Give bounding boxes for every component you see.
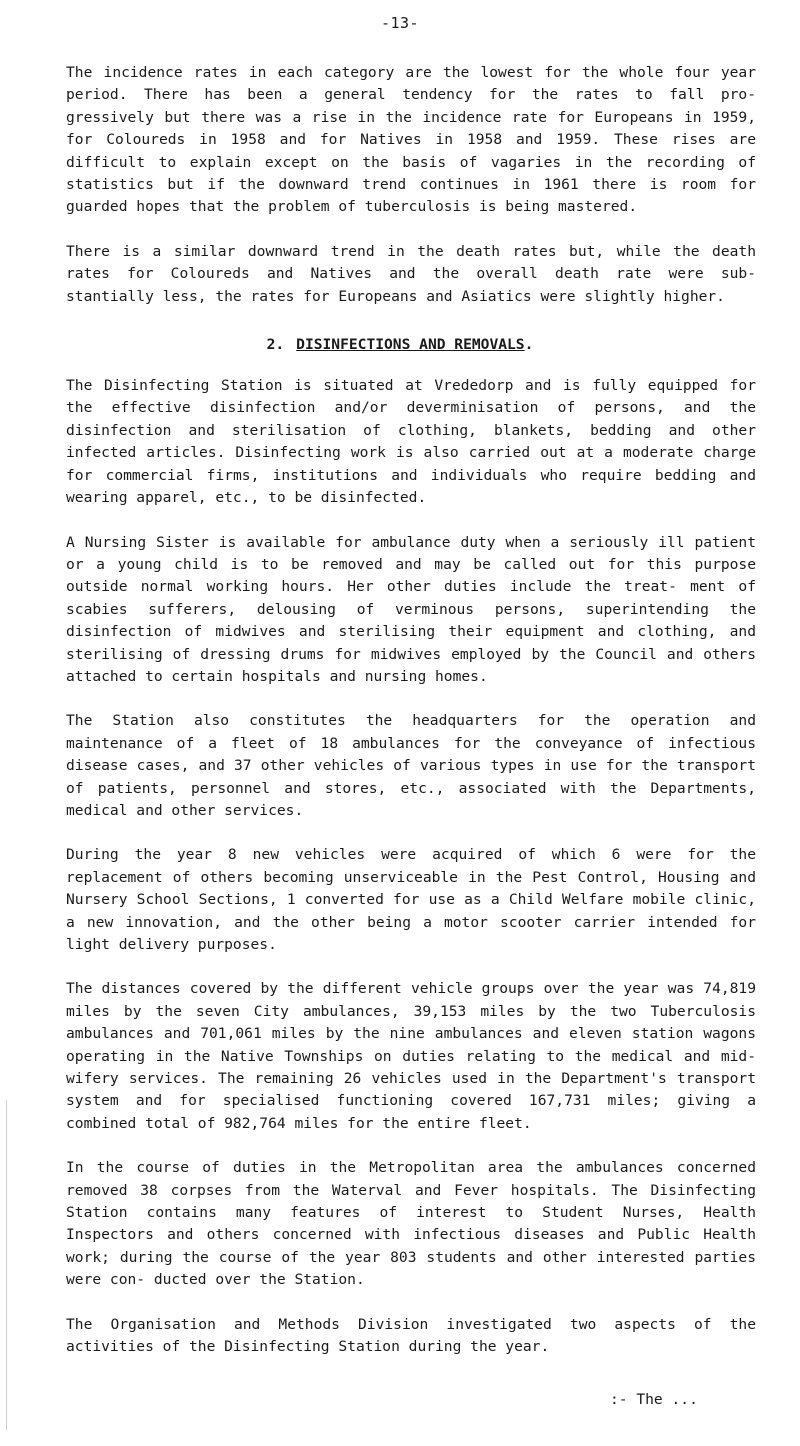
paragraph-organisation: The Organisation and Methods Division investigated two aspects of the activities of the Disinfecting Station during the year. [66, 1315, 756, 1356]
paragraph-disinfecting-station: The Disinfecting Station is situated at Vrededorp and is fully equipped for the effective disinfection and/or deverminisation of persons, and the disinfection and sterilisation of clothing, blankets, bedding and other infected articles. Disinfecting work is also carried out at a moderate charge for commercial firms, institutions and individuals who require bedding and wearing apparel, etc., to be disinfected. [66, 377, 756, 507]
paragraph-nursing-sister: A Nursing Sister is available for ambulance duty when a seriously ill patient or a young child is to be removed and may be called out for this purpose outside normal working hours. Her other duties include the treat- ment of scabies sufferers, delousing of verminous persons, superintending the disinfection of midwives and sterilising their equipment and clothing, and sterilising of dressing drums for midwives employed by the Council and others attached to certain hospitals and nursing homes. [66, 533, 756, 685]
section-title-period: . [524, 336, 534, 354]
paragraph-incidence-rates: The incidence rates in each category are the lowest for the whole four year period. There has been a general tendency for the rates to fall pro- gressively but there was a rise in the incidence rate for Europeans in 1959, for Coloureds in 1958 and for Natives in 1958 and 1959. These rises are difficult to explain except on the basis of vagaries in the recording of statistics but if the downward trend continues in 1961 there is room for guarded hopes that the problem of tuberculosis is being mastered. [66, 64, 756, 216]
scan-edge-line [6, 1100, 7, 1430]
section-heading [0, 336, 800, 353]
paragraph-new-vehicles: During the year 8 new vehicles were acquired of which 6 were for the replacement of others becoming unserviceable in the Pest Control, Housing and Nursery School Sections, 1 converted for use as a Child Welfare mobile clinic, a new innovation, and the other being a motor scooter carrier intended for light delivery purposes. [66, 846, 756, 953]
section-title: DISINFECTIONS AND REMOVALS [296, 336, 525, 354]
page-number: -13- [380, 14, 420, 32]
paragraph-death-rates: There is a similar downward trend in the death rates but, while the death rates for Coloureds and Natives and the overall death rate were sub- stantially less, the rates for Europeans and Asiatics were slightly higher. [66, 242, 756, 305]
paragraph-metropolitan: In the course of duties in the Metropolitan area the ambulances concerned removed 38 corpses from the Waterval and Fever hospitals. The Disinfecting Station contains many features of interest to Student Nurses, Health Inspectors and others concerned with infectious diseases and Public Health work; during the course of the year 803 students and other interested parties were con- ducted over the Station. [66, 1159, 756, 1289]
section-number: 2. [266, 336, 285, 354]
continuation-marker: :- The ... [610, 1390, 698, 1408]
paragraph-fleet: The Station also constitutes the headquarters for the operation and maintenance of a fleet of 18 ambulances for the conveyance of infectious disease cases, and 37 other vehicles of various types in use for the transport of patients, personnel and stores, etc., associated with the Departments, medical and other services. [66, 712, 756, 819]
paragraph-distances: The distances covered by the different vehicle groups over the year was 74,819 miles by the seven City ambulances, 39,153 miles by the two Tuberculosis ambulances and 701,061 miles by the nine ambulances and eleven station wagons operating in the Native Townships on duties relating to the medical and mid- wifery services. The remaining 26 vehicles used in the Department's transport system and for specialised functioning covered 167,731 miles; giving a combined total of 982,764 miles for the entire fleet. [66, 980, 756, 1132]
